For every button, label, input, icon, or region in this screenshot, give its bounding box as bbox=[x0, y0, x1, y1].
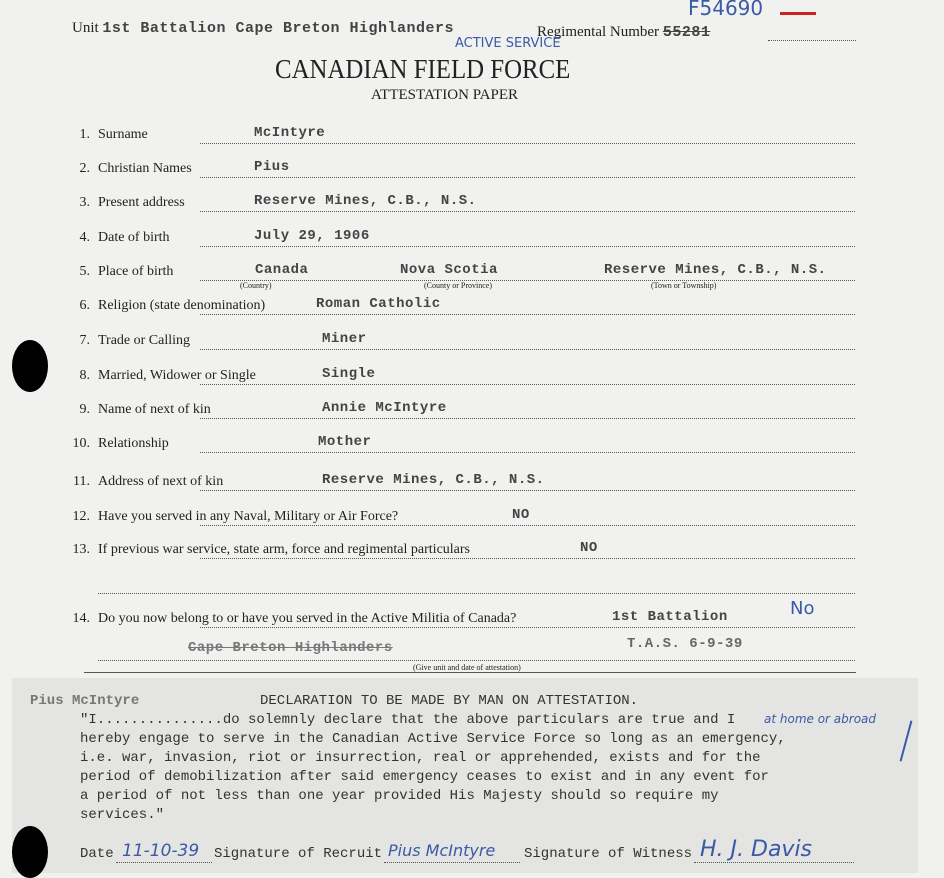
punch-hole bbox=[12, 340, 48, 392]
field-number: 5. bbox=[79, 264, 90, 279]
field-label: Have you served in any Naval, Military or Air Force? bbox=[98, 509, 399, 524]
declaration-line: i.e. war, invasion, riot or insurrection, real or apprehended, exists and for the bbox=[80, 750, 761, 766]
country-caption: (Country) bbox=[240, 281, 272, 290]
field-label: Date of birth bbox=[98, 230, 170, 245]
field-label: Name of next of kin bbox=[98, 402, 211, 417]
field-label: If previous war service, state arm, force and regimental particulars bbox=[98, 542, 470, 557]
witness-signature: H. J. Davis bbox=[700, 837, 813, 862]
field-number: 8. bbox=[79, 368, 90, 383]
field-value[interactable]: NO bbox=[580, 540, 598, 556]
field-line bbox=[98, 593, 855, 594]
field-line bbox=[200, 349, 855, 350]
page-title: CANADIAN FIELD FORCE bbox=[275, 54, 571, 84]
declaration-line: a period of not less than one year provided His Majesty should so require my bbox=[80, 788, 719, 804]
unit-line bbox=[72, 20, 454, 37]
field-line bbox=[200, 558, 855, 559]
field-label: Surname bbox=[98, 127, 148, 142]
declaration-line: hereby engage to serve in the Canadian Active Service Force so long as an emergency, bbox=[80, 731, 786, 747]
field-line bbox=[200, 627, 855, 628]
field-line bbox=[200, 490, 855, 491]
field-value[interactable]: Miner bbox=[322, 331, 367, 347]
field-number: 11. bbox=[73, 474, 90, 489]
field-line bbox=[200, 246, 855, 247]
field-line bbox=[200, 452, 855, 453]
field-value[interactable]: Reserve Mines, C.B., N.S. bbox=[322, 472, 545, 488]
field-line bbox=[200, 143, 855, 144]
declaration-heading: DECLARATION TO BE MADE BY MAN ON ATTESTATION. bbox=[260, 693, 639, 709]
field-line bbox=[200, 280, 855, 281]
page-subtitle: ATTESTATION PAPER bbox=[371, 87, 519, 103]
town-caption: (Town or Township) bbox=[651, 281, 717, 290]
recruit-label: Signature of Recruit bbox=[214, 846, 383, 862]
unit-value: 1st Battalion Cape Breton Highlanders bbox=[102, 20, 454, 37]
declaration-box bbox=[12, 678, 918, 873]
field-line bbox=[200, 314, 855, 315]
unit-label: Unit bbox=[72, 20, 99, 36]
field-label: Relationship bbox=[98, 436, 169, 451]
field-line bbox=[200, 211, 855, 212]
declaration-line: services." bbox=[80, 807, 165, 823]
witness-label: Signature of Witness bbox=[524, 846, 693, 862]
field-number: 1. bbox=[79, 127, 90, 142]
field-number: 6. bbox=[79, 298, 90, 313]
declarant-name: Pius McIntyre bbox=[30, 693, 140, 709]
field-value[interactable]: Mother bbox=[318, 434, 372, 450]
declaration-line: period of demobilization after said emergency ceases to exist and in any event for bbox=[80, 769, 769, 785]
witness-signature-line bbox=[694, 862, 854, 863]
field-label: Address of next of kin bbox=[98, 474, 224, 489]
field-number: 3. bbox=[79, 195, 90, 210]
field-label: Religion (state denomination) bbox=[98, 298, 266, 313]
field-number: 2. bbox=[79, 161, 90, 176]
field-value[interactable]: July 29, 1906 bbox=[254, 228, 370, 244]
recruit-signature-line bbox=[384, 862, 520, 863]
field-label: Do you now belong to or have you served in the Active Militia of Canada? bbox=[98, 611, 517, 626]
field-line bbox=[98, 660, 855, 661]
field-line bbox=[200, 525, 855, 526]
field-value[interactable]: NO bbox=[512, 507, 530, 523]
field-label: Christian Names bbox=[98, 161, 192, 176]
declaration-line: "I...............do solemnly declare that the above particulars are true and I bbox=[80, 712, 736, 728]
field-label: Place of birth bbox=[98, 264, 174, 279]
birth-town[interactable]: Reserve Mines, C.B., N.S. bbox=[604, 262, 827, 278]
recruit-signature: Pius McIntyre bbox=[388, 841, 496, 860]
field-number: 7. bbox=[79, 333, 90, 348]
field-number: 12. bbox=[72, 509, 90, 524]
handwritten-no: No bbox=[790, 598, 815, 619]
field-line bbox=[200, 384, 855, 385]
handwritten-insert: at home or abroad bbox=[764, 712, 877, 726]
field-number: 14. bbox=[72, 611, 90, 626]
field-line bbox=[200, 177, 855, 178]
field-value[interactable]: McIntyre bbox=[254, 125, 326, 141]
date-value: 11-10-39 bbox=[122, 841, 200, 861]
red-mark bbox=[780, 12, 816, 15]
regimental-number-value: 55281 bbox=[662, 24, 711, 41]
field-number: 4. bbox=[79, 230, 90, 245]
birth-country[interactable]: Canada bbox=[255, 262, 309, 278]
field-value[interactable]: 1st Battalion bbox=[612, 609, 728, 625]
date-line bbox=[116, 862, 212, 863]
field-number: 10. bbox=[72, 436, 90, 451]
regimental-number-label: Regimental Number bbox=[537, 24, 660, 40]
field-number: 13. bbox=[72, 542, 90, 557]
militia-date[interactable]: T.A.S. 6-9-39 bbox=[627, 636, 743, 652]
field-value[interactable]: Reserve Mines, C.B., N.S. bbox=[254, 193, 477, 209]
field-label: Married, Widower or Single bbox=[98, 368, 256, 383]
militia-unit-line2[interactable]: Cape Breton Highlanders bbox=[188, 640, 393, 656]
field-label: Trade or Calling bbox=[98, 333, 191, 348]
field-value[interactable]: Annie McIntyre bbox=[322, 400, 447, 416]
field-number: 9. bbox=[79, 402, 90, 417]
field-value[interactable]: Pius bbox=[254, 159, 290, 175]
date-label: Date bbox=[80, 846, 114, 862]
province-caption: (County or Province) bbox=[424, 281, 492, 290]
handwritten-active-service: ACTIVE SERVICE bbox=[455, 36, 561, 51]
field-value[interactable]: Roman Catholic bbox=[316, 296, 441, 312]
punch-hole bbox=[12, 826, 48, 878]
file-number: F54690 bbox=[688, 0, 764, 20]
field-value[interactable]: Single bbox=[322, 366, 376, 382]
field-line bbox=[200, 418, 855, 419]
regimental-number bbox=[537, 24, 710, 41]
field-label: Present address bbox=[98, 195, 185, 210]
regimental-number-line bbox=[768, 40, 856, 41]
militia-caption: (Give unit and date of attestation) bbox=[413, 663, 521, 672]
birth-province[interactable]: Nova Scotia bbox=[400, 262, 498, 278]
divider bbox=[84, 672, 856, 673]
